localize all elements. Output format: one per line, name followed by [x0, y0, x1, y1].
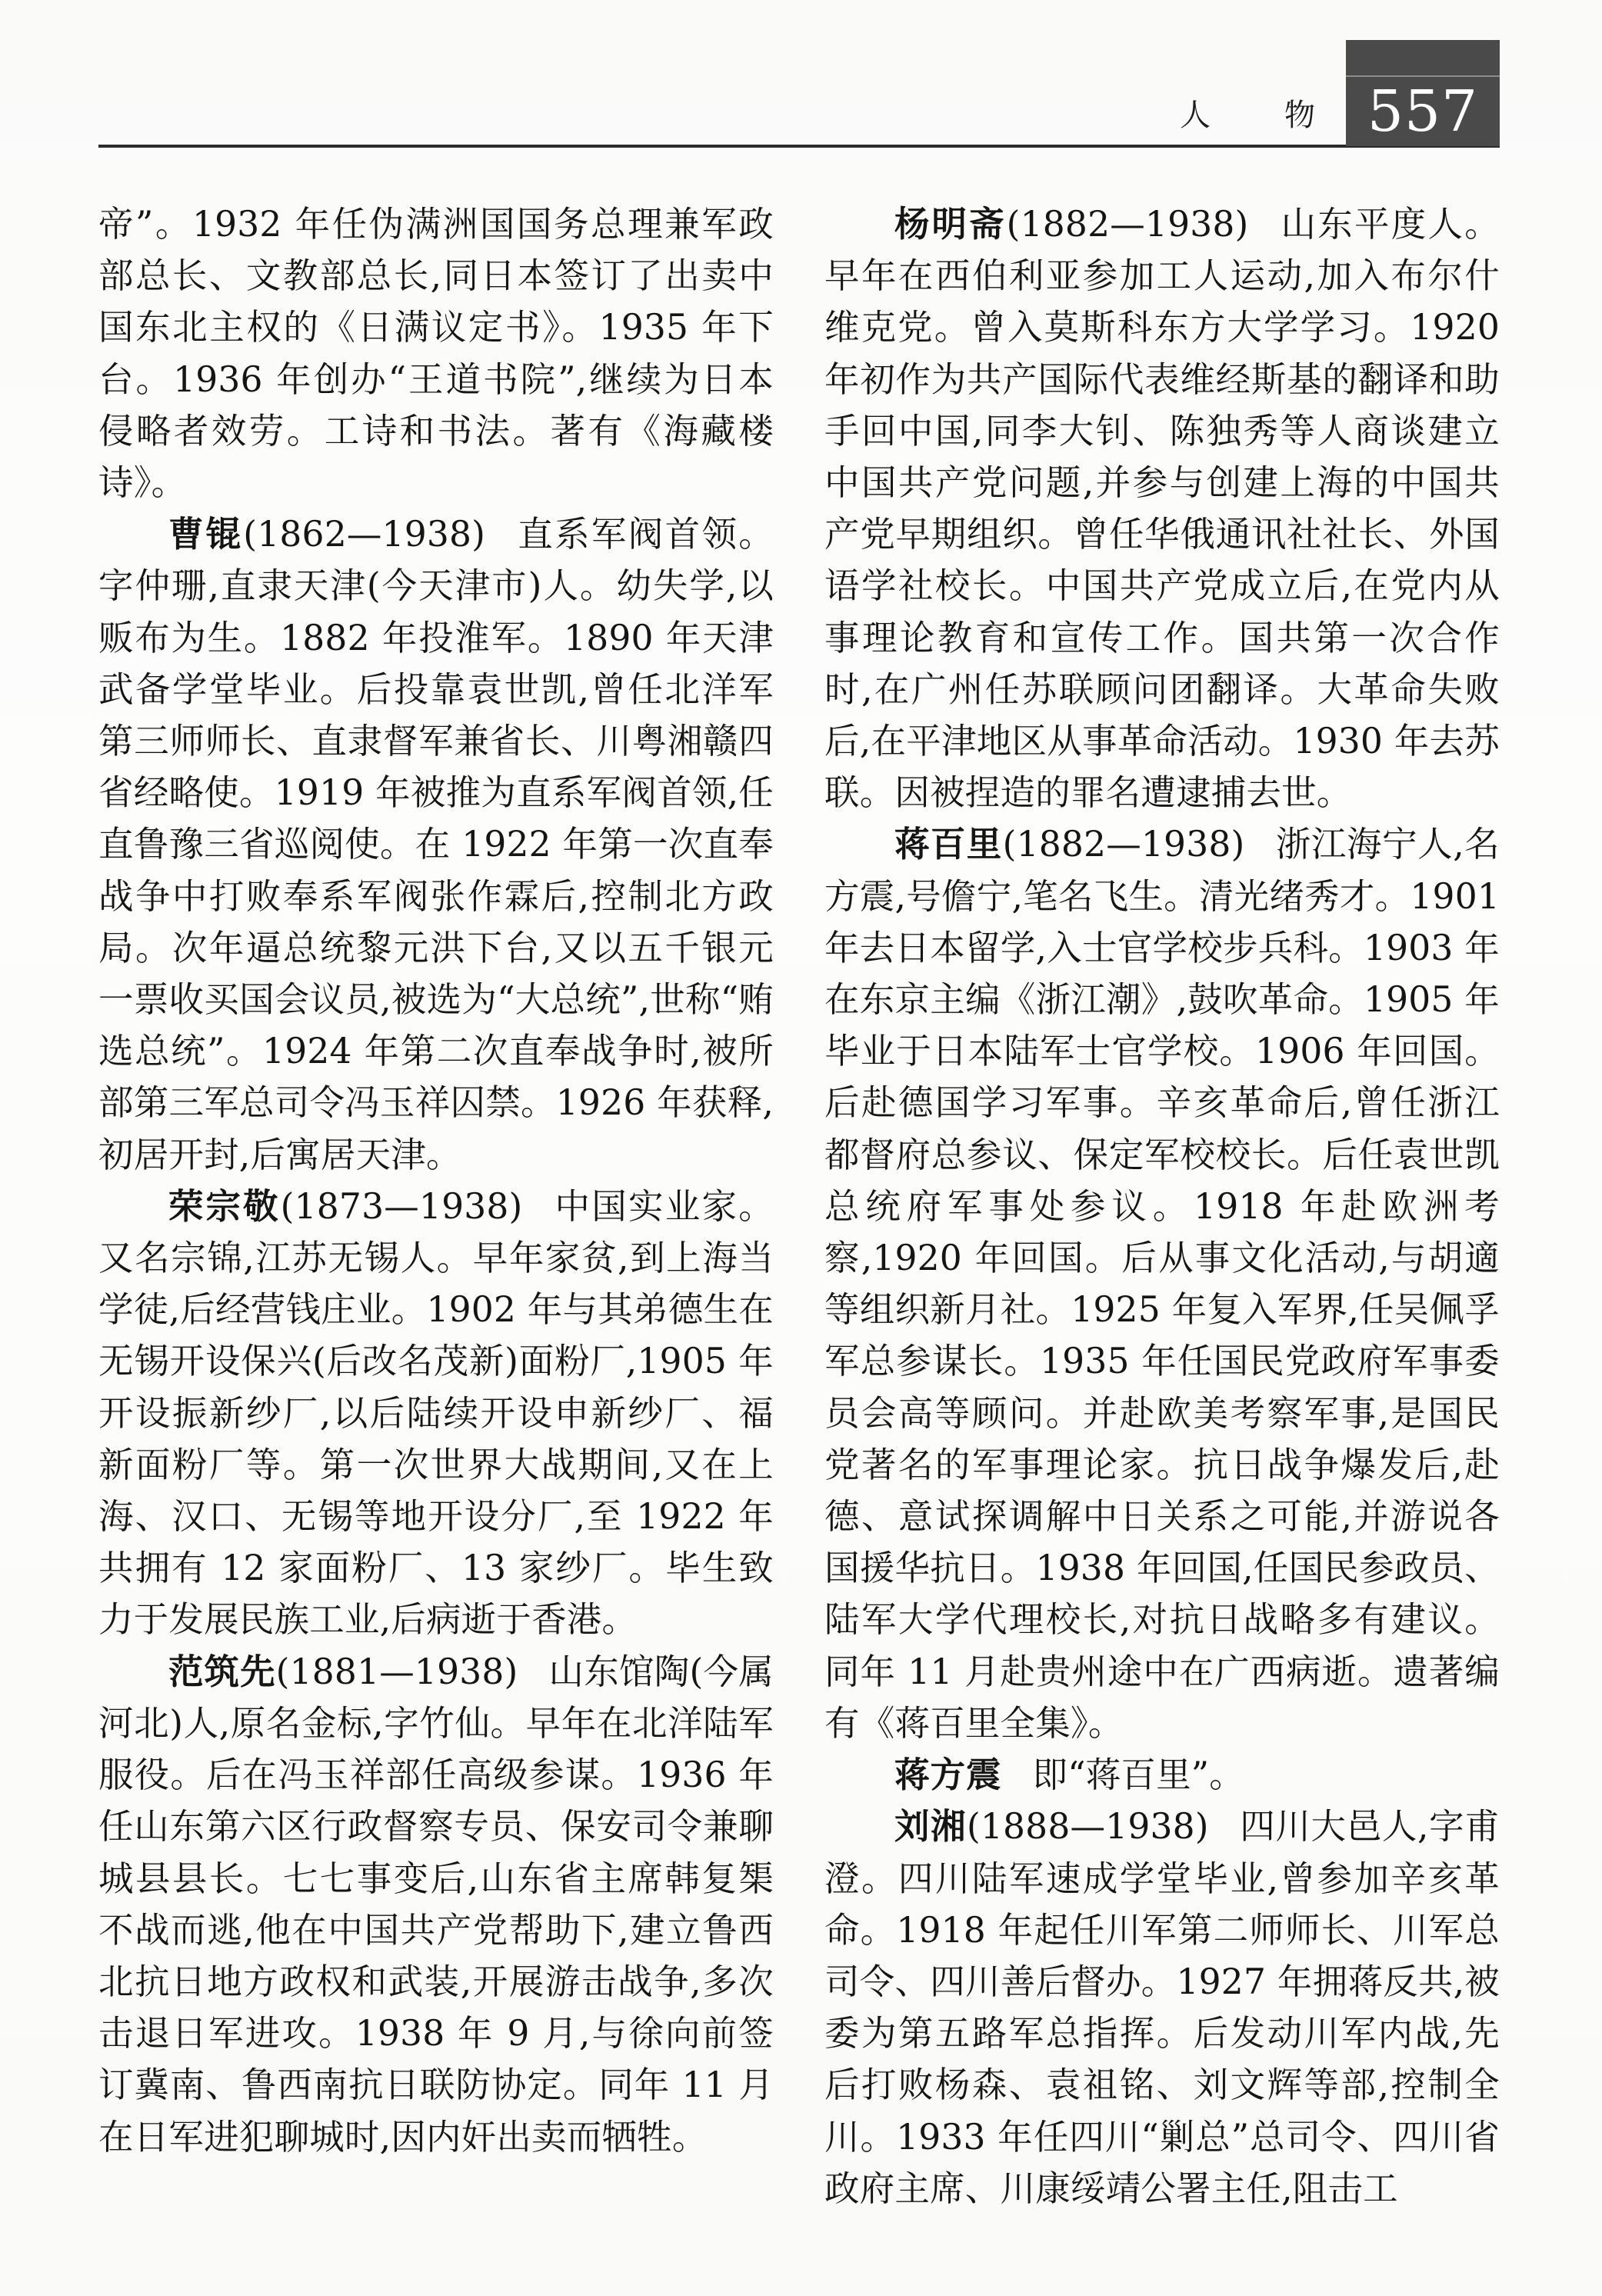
entry-jiang-fangzhen — [824, 1749, 1500, 1801]
left-column — [98, 198, 774, 2214]
entry-continuation-zheng-xiaoxu — [98, 198, 774, 508]
paragraph-text: 直系军阀首领。字仲珊,直隶天津(今天津市)人。幼失学,以贩布为生。1882 年投淮军。1890 年天津武备学堂毕业。后投靠袁世凯,曾任北洋军第三师师长、直隶督军兼省长、川粤湘赣四省经略使。1919 年被推为直系军阀首领,任直鲁豫三省巡阅使。在 1922 年第一次直奉战争中打败奉系军阀张作霖后,控制北方政局。次年逼总统黎元洪下台,又以五千银元一票收买国会议员,被选为“大总统”,世称“贿选总统”。1924 年第二次直奉战争时,被所部第三军总司令冯玉祥囚禁。1926 年获释,初居开封,后寓居天津。 — [98, 514, 774, 1175]
entry-jiang-baili — [824, 818, 1500, 1749]
entry-rong-zongjing — [98, 1181, 774, 1646]
paragraph-text: 即“蒋百里”。 — [1032, 1754, 1244, 1796]
headword-dates: (1882—1938) — [1002, 824, 1245, 865]
entry-yang-mingzhai — [824, 198, 1500, 818]
headword: 曹锟 — [168, 513, 244, 555]
body-columns — [98, 198, 1500, 2214]
paragraph-text: 四川大邑人,字甫澄。四川陆军速成学堂毕业,曾参加辛亥革命。1918 年起任川军第二师师长、川军总司令、四川善后督办。1927 年拥蒋反共,被委为第五路军总指挥。后发动川军内战,先后打败杨森、袁祖铭、刘文辉等部,控制全川。1933 年任四川“剿总”总司令、四川省政府主席、川康绥靖公署主任,阻击工 — [824, 1806, 1500, 2209]
header-rule — [98, 145, 1500, 148]
paragraph-text: 帝”。1932 年任伪满洲国国务总理兼军政部总长、文教部总长,同日本签订了出卖中国东北主权的《日满议定书》。1935 年下台。1936 年创办“王道书院”,继续为日本侵略者效劳。工诗和书法。著有《海藏楼诗》。 — [98, 204, 774, 504]
entry-fan-zhuxian — [98, 1646, 774, 2163]
headword: 荣宗敬 — [168, 1185, 281, 1227]
headword-dates: (1873—1938) — [280, 1185, 523, 1227]
headword: 杨明斋 — [894, 203, 1007, 245]
entry-cao-kun — [98, 508, 774, 1181]
headword-dates: (1888—1938) — [966, 1806, 1209, 1848]
headword-dates: (1881—1938) — [275, 1651, 518, 1692]
page-number: 557 — [1367, 78, 1479, 145]
page-number-box — [1346, 40, 1500, 146]
folio-divider — [1346, 75, 1500, 77]
running-head — [0, 54, 1602, 146]
paragraph-text: 中国实业家。又名宗锦,江苏无锡人。早年家贫,到上海当学徒,后经营钱庄业。1902 年与其弟德生在无锡开设保兴(后改名茂新)面粉厂,1905 年开设振新纱厂,以后陆续开设申新纱厂、福新面粉厂等。第一次世界大战期间,又在上海、汉口、无锡等地开设分厂,至 1922 年共拥有 12 家面粉厂、13 家纱厂。毕生致力于发展民族工业,后病逝于香港。 — [98, 1185, 774, 1641]
section-label: 人 物 — [1180, 98, 1337, 133]
headword-dates: (1882—1938) — [1006, 204, 1249, 245]
right-column — [824, 198, 1500, 2214]
paragraph-text: 山东馆陶(今属河北)人,原名金标,字竹仙。早年在北洋陆军服役。后在冯玉祥部任高级参谋。1936 年任山东第六区行政督察专员、保安司令兼聊城县县长。七七事变后,山东省主席韩复榘不战而逃,他在中国共产党帮助下,建立鲁西北抗日地方政权和武装,开展游击战争,多次击退日军进攻。1938 年 9 月,与徐向前签订冀南、鲁西南抗日联防协定。同年 11 月在日军进犯聊城时,因内奸出卖而牺牲。 — [98, 1651, 774, 2158]
paragraph-text: 浙江海宁人,名方震,号儋宁,笔名飞生。清光绪秀才。1901 年去日本留学,入士官学校步兵科。1903 年在东京主编《浙江潮》,鼓吹革命。1905 年毕业于日本陆军士官学校。1906 年回国。后赴德国学习军事。辛亥革命后,曾任浙江都督府总参议、保定军校校长。后任袁世凯总统府军事处参议。1918 年赴欧洲考察,1920 年回国。后从事文化活动,与胡適等组织新月社。1925 年复入军界,任吴佩孚军总参谋长。1935 年任国民党政府军事委员会高等顾问。并赴欧美考察军事,是国民党著名的军事理论家。抗日战争爆发后,赴德、意试探调解中日关系之可能,并游说各国援华抗日。1938 年回国,任国民参政员、陆军大学代理校长,对抗日战略多有建议。同年 11 月赴贵州途中在广西病逝。遗著编有《蒋百里全集》。 — [824, 824, 1500, 1744]
headword-dates: (1862—1938) — [243, 514, 486, 555]
entry-liu-xiang — [824, 1801, 1500, 2214]
headword: 刘湘 — [894, 1805, 967, 1848]
headword: 蒋百里 — [894, 823, 1003, 865]
headword: 蒋方震 — [894, 1754, 1002, 1796]
headword: 范筑先 — [168, 1650, 276, 1692]
paragraph-text: 山东平度人。早年在西伯利亚参加工人运动,加入布尔什维克党。曾入莫斯科东方大学学习。1920 年初作为共产国际代表维经斯基的翻译和助手回中国,同李大钊、陈独秀等人商谈建立中国共产党问题,并参与创建上海的中国共产党早期组织。曾任华俄通讯社社长、外国语学社校长。中国共产党成立后,在党内从事理论教育和宣传工作。国共第一次合作时,在广州任苏联顾问团翻译。大革命失败后,在平津地区从事革命活动。1930 年去苏联。因被捏造的罪名遭逮捕去世。 — [824, 204, 1500, 814]
